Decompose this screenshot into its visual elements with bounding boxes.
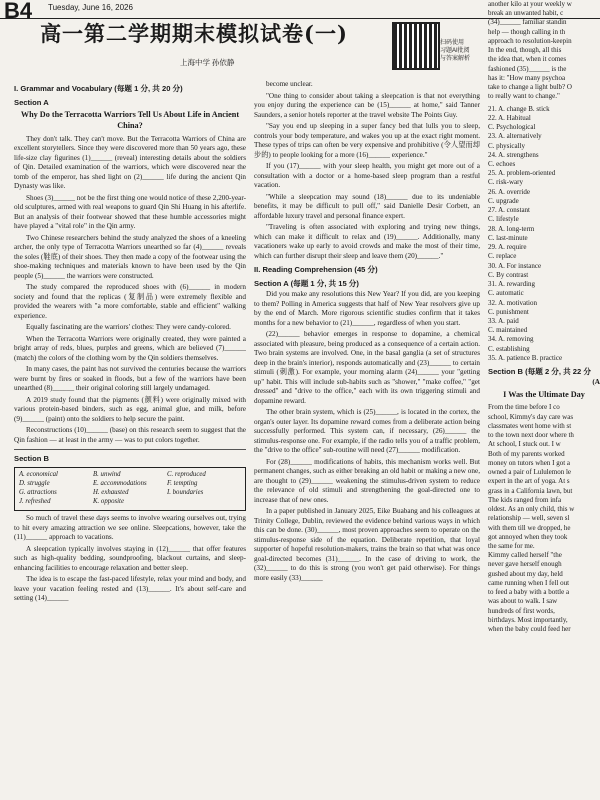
text-line: relationship — well, seven sl xyxy=(488,514,570,523)
text-line: help — though calling in th xyxy=(488,27,566,36)
text-line: birthdays. Most importantly, xyxy=(488,615,568,624)
text-line: school, Kimmy's day care was xyxy=(488,412,574,421)
paragraph: Reconstructions (10)______ (base) on this research seem to suggest that the Qin fashion — at least in the army — was to put colors together. xyxy=(14,426,246,444)
paragraph: Shoes (3)______ not be the first thing one would notice of these 2,200-year-old sculptures, armed with real weapons to guard Qin Shi Huang in his afterlife. But an analysis of their footwear showed that these humble accessories might have played a "vital role" in the Qin army. xyxy=(14,193,246,231)
answer-option: C. last-minute xyxy=(488,233,528,242)
page-number: B4 xyxy=(4,0,33,23)
answer-option: C. By contrast xyxy=(488,270,529,279)
answer-option: C. upgrade xyxy=(488,196,519,205)
paragraph: Did you make any resolutions this New Year? If you did, are you keeping to them? Polling in America suggests that half of New Year resolvers give up by the end of March. More rigorous scientific studies confirm that it takes months for a new behavior to (21)______, regardless of when you start. xyxy=(254,290,480,327)
text-line: to really want to change." xyxy=(488,92,560,101)
paragraph: "While a sleepcation may sound (18)______ due to its undeniable benefits, it may be difficult to pull off," said Danielle Desir Corbett, an affordable luxury travel and personal finance expert. xyxy=(254,192,480,220)
text-line: The kids ranged from infa xyxy=(488,495,562,504)
answer-option: C. risk-wary xyxy=(488,178,523,187)
text-line: approach to resolution-keepin xyxy=(488,36,572,45)
word-option: J. refreshed xyxy=(19,498,51,506)
text-line: got annoyed when they took xyxy=(488,532,568,541)
answer-option: 34. A. removing xyxy=(488,335,534,344)
section-heading: I. Grammar and Vocabulary (每题 1 分, 共 20 分) xyxy=(14,84,183,93)
answer-option: 23. A. alternatively xyxy=(488,132,542,141)
text-line: was about to walk. I saw xyxy=(488,597,558,606)
paragraph: When the Terracotta Warriors were originally created, they were painted a bright array of reds, blues, purples and greens, which are believed (7)______ (match) the colors of the clothing worn by the Qin soldiers themselves. xyxy=(14,334,246,362)
qr-caption: 扫码使用 习题AI批阅 与答案解析 xyxy=(440,40,471,62)
text-line: with them till we dropped, he xyxy=(488,523,571,532)
text-line: has it: "How many psychoa xyxy=(488,73,566,82)
paragraph: So much of travel these days seems to involve wearing ourselves out, trying to hit every amazing attraction we see online. Sleepcations, however, take the (11)______ approach to vacations. xyxy=(14,514,246,542)
answer-option: C. establishing xyxy=(488,344,530,353)
answer-option: 28. A. long-term xyxy=(488,224,535,233)
answer-option: 25. A. problem-oriented xyxy=(488,169,556,178)
text-line: fashioned (35)______ is the xyxy=(488,64,567,73)
subsection-heading: Section B (每题 2 分, 共 22 分 xyxy=(488,367,591,377)
text-line: break an unwanted habit, c xyxy=(488,9,564,18)
paragraph: The study compared the reproduced shoes with (6)______ in modern society and found that the replicas (复制品) were extremely flexible and provided the wearers with "a more comfortable, stable and efficient" walking experience. xyxy=(14,283,246,320)
text-line: to feed a baby with a bottle a xyxy=(488,588,570,597)
paragraph: In many cases, the paint has not survived the centuries because the warriors were burnt by fires or soaked in floods, but a few of the warriors have been unearthed (8)______ their original coloring still largely undamaged. xyxy=(14,365,246,393)
text-line: From the time before I co xyxy=(488,403,560,412)
answer-option: C. automatic xyxy=(488,289,524,298)
answer-option: C. Psychological xyxy=(488,123,536,132)
answer-option: 27. A. constant xyxy=(488,206,530,215)
paragraph: Two Chinese researchers behind the study analyzed the shoes of a kneeling archer, the only type of Terracotta Warriors unearthed so far (4)______ reveals the soles (鞋底) of their shoes. They then made a copy of the footwear using the shoe-making techniques and materials known to have been used by the Qin people (5)______ the warriors were constructed. xyxy=(14,233,246,280)
column-1 xyxy=(14,80,246,798)
paragraph: The idea is to escape the fast-paced lifestyle, relax your mind and body, and leave your vacation feeling rested and (13)______. It's about self-care and setting (14)______ xyxy=(14,575,246,603)
paragraph: For (28)______ modifications of habits, this mechanism works well. But permanent changes, such as either breaking an old habit or making a new one, are thought to (29)______ weakening the stimulus-driven system to reduce the relevance of old stimuli and strengthening the goal-directed one to increase that of new ones. xyxy=(254,457,480,504)
answer-option: 21. A. change B. stick xyxy=(488,104,550,113)
paragraph: A sleepcation typically involves staying in (12)______ that offer features such as high-quality bedding, soundproofing, blackout curtains, and sleep-enhancing facilities to encourage relaxation and better sleep. xyxy=(14,544,246,572)
answer-option: C. maintained xyxy=(488,326,528,335)
answer-option: 30. A. For instance xyxy=(488,261,542,270)
issue-date: Tuesday, June 16, 2026 xyxy=(48,3,133,12)
text-line: expert in the art of yoga. At s xyxy=(488,477,570,486)
subsection-heading: Section A xyxy=(14,98,49,108)
column-3 xyxy=(488,0,600,800)
word-option: K. opposite xyxy=(93,498,124,506)
text-line: (34)______ familiar standin xyxy=(488,18,567,27)
word-option: B. unwind xyxy=(93,471,121,479)
text-line: grass in a California lawn, but xyxy=(488,486,573,495)
answer-option: 24. A. strengthens xyxy=(488,150,539,159)
text-line: owned a pair of Lululemon le xyxy=(488,468,572,477)
exam-title: 高一第二学期期末模拟试卷(一) xyxy=(40,21,348,46)
paragraph: "One thing to consider about taking a sleepcation is that not everything you enjoy during the experience can be (15)______ at home," said Tanner Saunders, a senior hotels reporter at the travel website The Points Guy. xyxy=(254,91,480,119)
answer-option: 33. A. paid xyxy=(488,316,519,325)
answer-option: 22. A. Habitual xyxy=(488,113,531,122)
subsection-heading: Section A (每题 1 分, 共 15 分) xyxy=(254,279,359,289)
paragraph: The other brain system, which is (25)______, is located in the cortex, the organ's outer layer. Its dopamine reward comes from a deliberate action being successfully performed. This system can, if necessary, (26)______ the stimulus-response one. For example, if the radio tells you of a traffic problem, the "drive to the office" sub-routine will need (27)______ modification. xyxy=(254,408,480,455)
word-option: I. boundaries xyxy=(167,489,204,497)
word-option: C. reproduced xyxy=(167,471,206,479)
article-title: Why Do the Terracotta Warriors Tell Us About Life in Ancient China? xyxy=(20,110,240,130)
answer-option: C. replace xyxy=(488,252,517,261)
text-line: At school, I stuck out. I w xyxy=(488,440,561,449)
word-option: D. struggle xyxy=(19,480,50,488)
word-option: A. economical xyxy=(19,471,58,479)
text-line: when the baby could feed her xyxy=(488,625,571,634)
text-line: the same for me. xyxy=(488,542,535,550)
paragraph: In a paper published in January 2025, Eike Buabang and his colleagues at Trinity College, Dublin, reviewed the evidence behind various ways in which this can be done. (30)______, most proven approaches seem to operate on the stimulus-response side of the equation. Deliberate repetition, that loyal supporter of hopeful resolution-makers, trains the brain so that what was once goal-directed becomes (31)______. In the case of driving to work, the (32)______ to do this is strong (you won't get paid otherwise). For things more easily (33)______ xyxy=(254,507,480,582)
section-heading: II. Reading Comprehension (45 分) xyxy=(254,265,378,274)
text-line: money on tutors when I got a xyxy=(488,458,571,467)
paragraph: "Say you end up sleeping in a super fancy bed that lulls you to sleep, controls your body temperature, and wakes you up at the exact right moment. These types of trips can often be very expensive and prohibitive (令人望而却步的) to people looking for a more (16)______ experience." xyxy=(254,122,480,159)
answer-option: C. physically xyxy=(488,141,525,150)
text-line: In the end, though, all this xyxy=(488,46,562,55)
text-line: never gave herself enough xyxy=(488,560,562,569)
answer-option: 29. A. require xyxy=(488,243,527,252)
paragraph: A 2019 study found that the pigments (颜料) were originally mixed with various protein-based binders, such as egg, animal glue, and milk, before (9)______ (paint) onto the soldiers to help secure the paint. xyxy=(14,395,246,423)
byline: 上海中学 孙依静 xyxy=(180,58,235,67)
paragraph: "Traveling is often associated with exploring and trying new things, which can make it difficult to relax and (19)______. Additionally, many vacationers wake up early to avoid crowds and make the most of their time, which can further disrupt their sleep and leave them (20)______." xyxy=(254,223,480,260)
subsection-heading: Section B xyxy=(14,454,50,464)
text-line: another kilo at your weekly w xyxy=(488,0,572,8)
text-line: came running when I fell out xyxy=(488,578,570,587)
column-2 xyxy=(254,80,480,798)
text-line: hundreds of first words, xyxy=(488,606,555,615)
answer-option: 31. A. rewarding xyxy=(488,280,536,289)
answer-option: 35. A. patience B. practice xyxy=(488,353,563,362)
paragraph: become unclear. xyxy=(266,80,313,88)
word-option: H. exhausted xyxy=(93,489,129,497)
paragraph: They don't talk. They can't move. But the Terracotta Warriors of China are excellent storytellers. Since they were discovered more than 50 years ago, these life-size clay figurines (1)______ (reveal) interesting details about the soldiers of Qin. Detailed examination of the warriors, which were discovered near the tomb of the emperor, has shed light on (2)______ life during the ancient Qin Dynasty was like. xyxy=(14,134,246,191)
text-line: to the town next door where th xyxy=(488,431,574,440)
text-line: the idea that, when it comes xyxy=(488,55,567,64)
text-line: oldest. As an only child, this w xyxy=(488,505,575,514)
word-option: G. attractions xyxy=(19,489,57,497)
word-option: F. tempting xyxy=(167,480,198,488)
answer-option: C. punishment xyxy=(488,307,529,316)
text-line: take to change a light bulb? O xyxy=(488,83,572,92)
story-title: I Was the Ultimate Day xyxy=(503,389,585,399)
text-line: Both of my parents worked xyxy=(488,449,565,458)
answer-option: 32. A. motivation xyxy=(488,298,537,307)
paragraph: Equally fascinating are the warriors' clothes: They were candy-colored. xyxy=(26,323,231,332)
answer-option: C. lifestyle xyxy=(488,215,519,224)
paragraph: If you (17)______ with your sleep health, you might get more out of a consultation with a doctor or a home-based sleep program than a restful vacation. xyxy=(254,162,480,189)
paragraph: (22)______ behavior emerges in response to dopamine, a chemical associated with pleasure, being produced as a consequence of a certain action. Two brain systems are involved. One, in the basal ganglia (a set of structures deep in the brain's interior), responds automatically and (23)______ to certain stimuli (刺激). For example, your morning alarm (24)______ your "getting up" habit. This will include sub-habits such as "shower," "make coffee," "get dressed" and "drive to the office," each with its own triggering stimuli and dopamine reward. xyxy=(254,330,480,405)
word-options-box xyxy=(14,467,246,511)
text-line: classmates went home with st xyxy=(488,421,572,430)
passage-label: (A xyxy=(592,378,600,387)
text-line: Kimmy called herself "the xyxy=(488,551,562,560)
word-option: E. accommodations xyxy=(93,480,147,488)
qr-code-icon[interactable] xyxy=(392,22,440,70)
answer-option: 26. A. override xyxy=(488,187,530,196)
text-line: gushed about my day, held xyxy=(488,569,563,578)
answer-option: C. echoes xyxy=(488,159,516,168)
